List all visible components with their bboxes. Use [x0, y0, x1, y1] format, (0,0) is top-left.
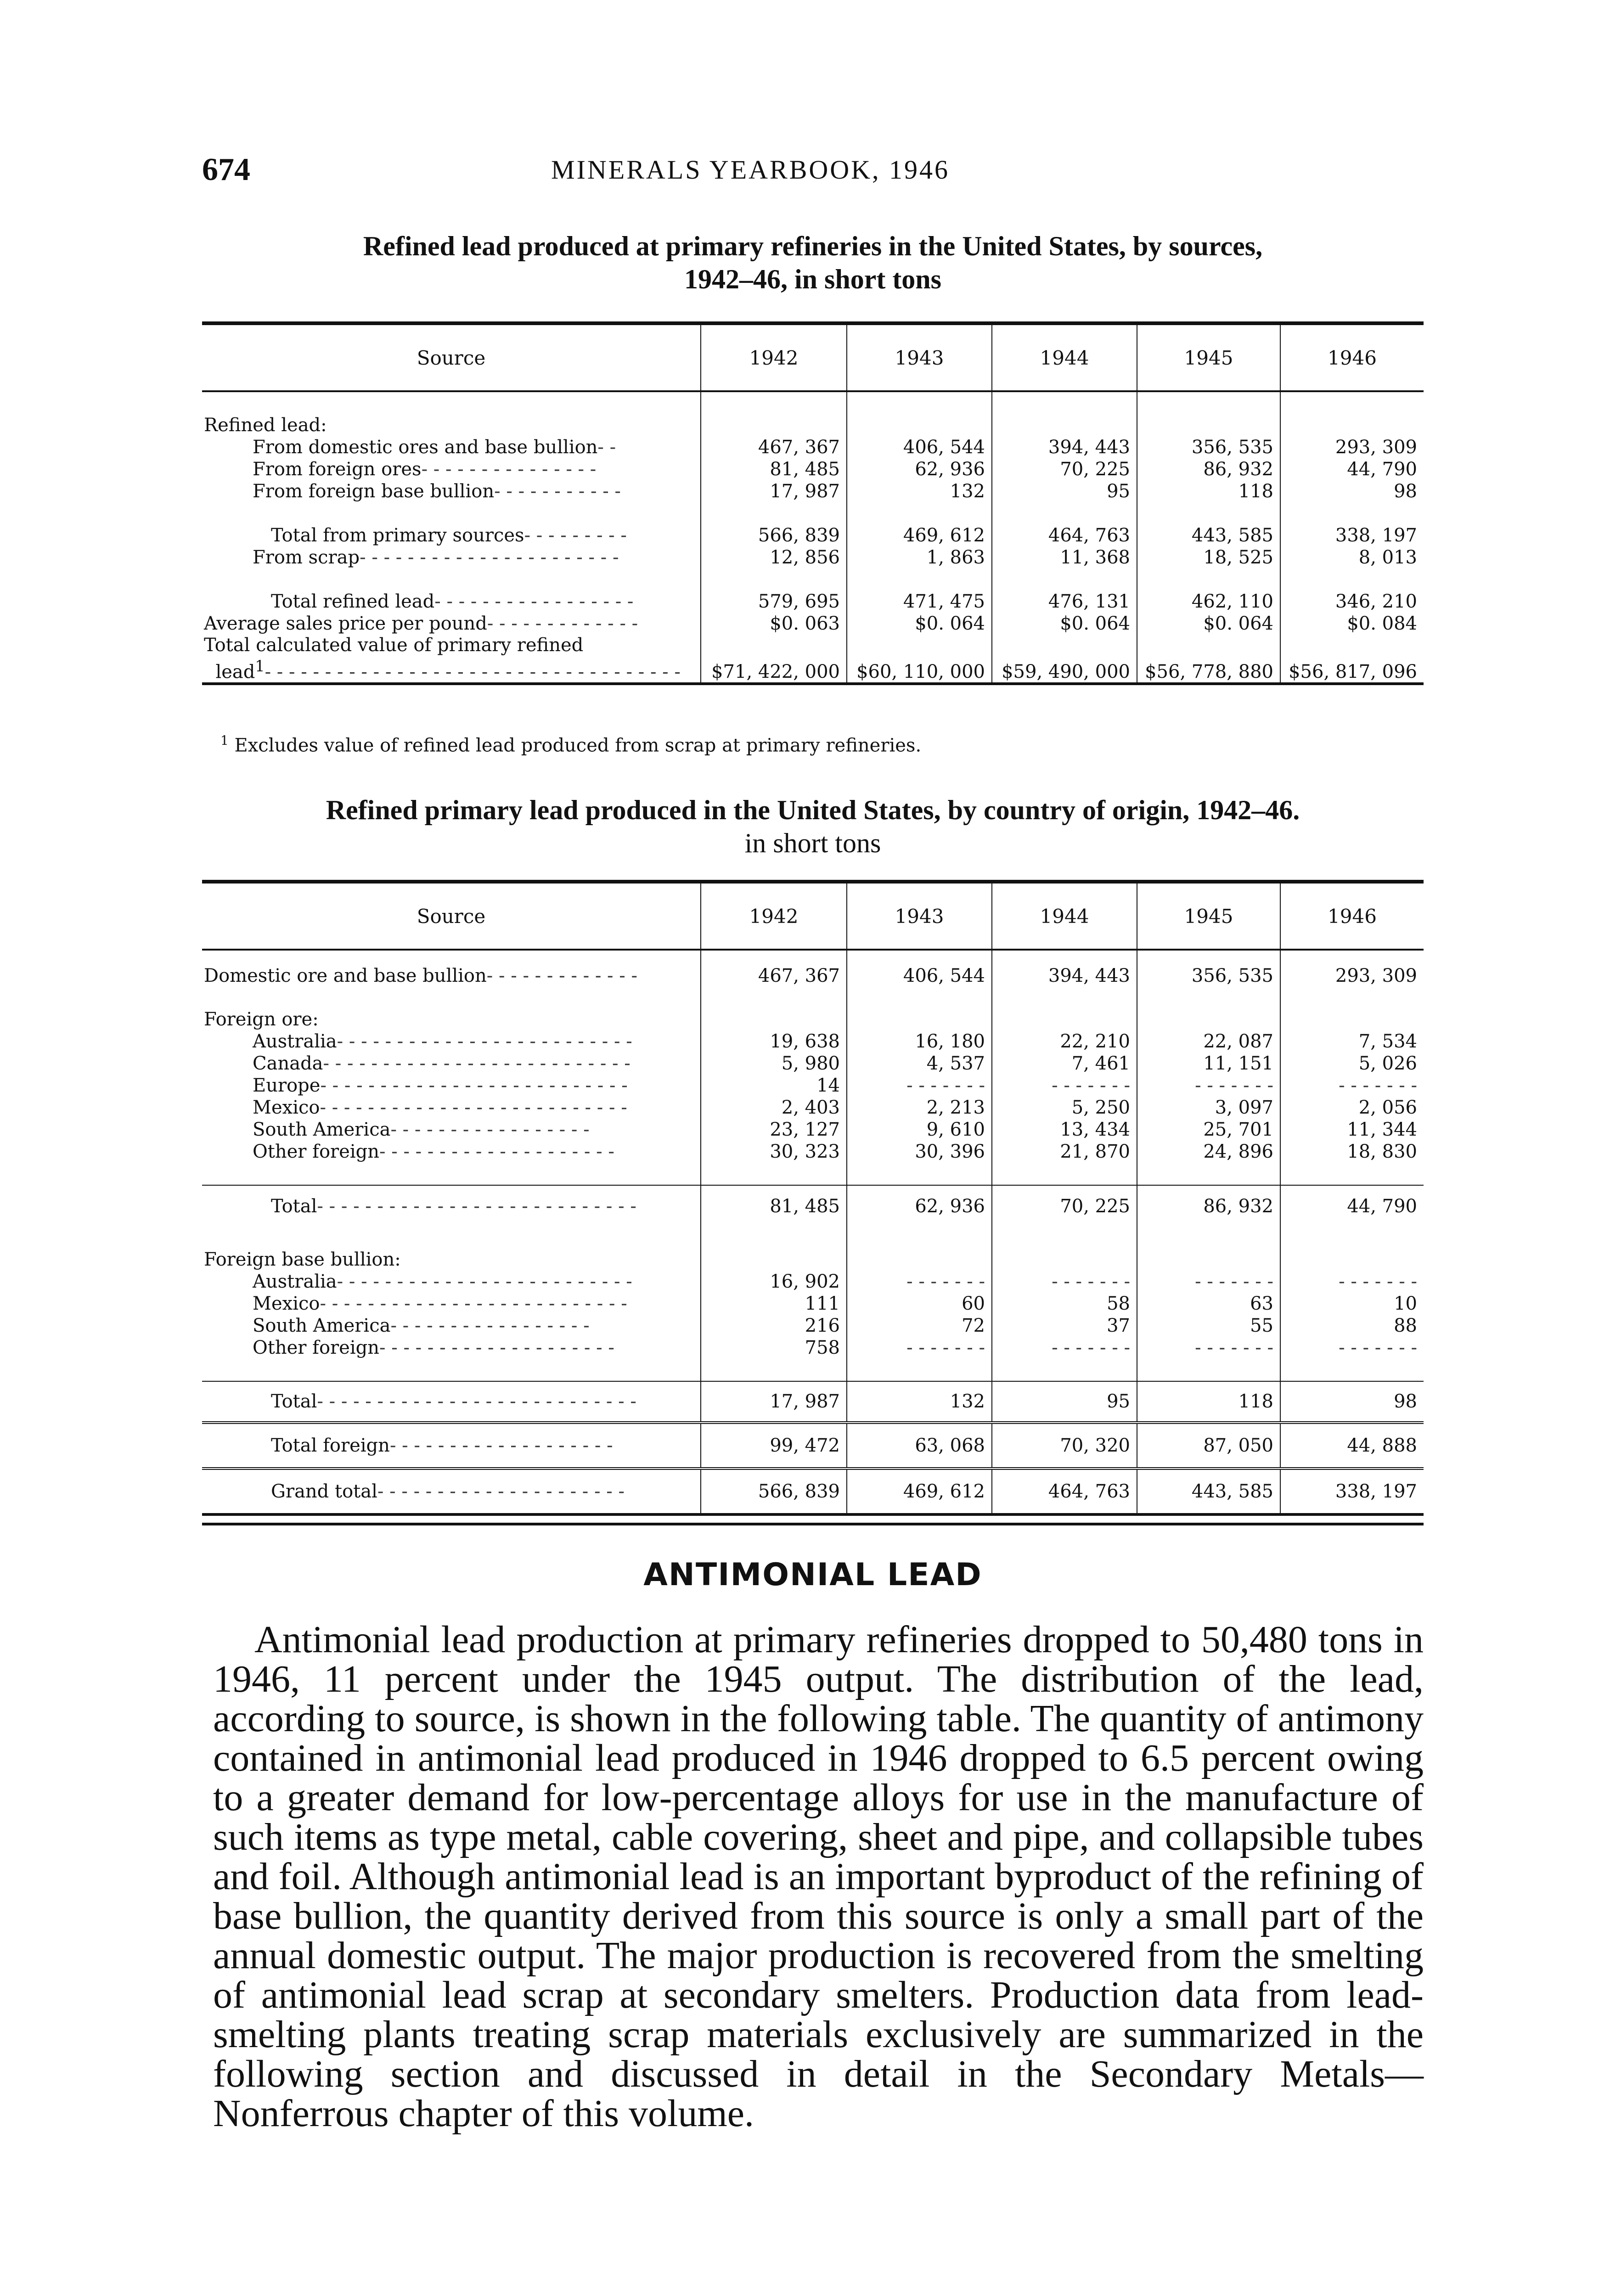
column-header: 1943: [847, 323, 992, 391]
table-cell: 758: [701, 1337, 847, 1359]
table-cell: 5, 026: [1280, 1052, 1424, 1075]
table-cell: 16, 902: [701, 1271, 847, 1293]
row-label: Average sales price per pound- - - - - - - - - - - - -: [204, 613, 638, 634]
table-cell: 406, 544: [847, 436, 992, 458]
table-cell: 566, 839: [701, 524, 847, 546]
row-label: Total from primary sources- - - - - - - - -: [271, 525, 627, 546]
table-cell: 443, 585: [1137, 1469, 1280, 1514]
row-label: From domestic ores and base bullion- -: [253, 437, 616, 458]
table-cell: 81, 485: [701, 1185, 847, 1227]
table-row: [202, 546, 1424, 568]
table-cell: 462, 110: [1137, 591, 1280, 613]
table-row: [202, 1315, 1424, 1337]
table-cell: 132: [847, 1381, 992, 1423]
table-cell: 469, 612: [847, 1469, 992, 1514]
table-cell: $56, 778, 880: [1137, 635, 1280, 684]
table-cell: 338, 197: [1280, 524, 1424, 546]
table-cell: 23, 127: [701, 1119, 847, 1141]
total-row: [202, 591, 1424, 613]
table-row: [202, 1075, 1424, 1097]
table-cell: 58: [992, 1293, 1137, 1315]
column-header: 1945: [1137, 882, 1280, 950]
table-cell: 356, 535: [1137, 950, 1280, 986]
table-cell: 5, 980: [701, 1052, 847, 1075]
table-cell: 86, 932: [1137, 458, 1280, 480]
row-label: Total- - - - - - - - - - - - - - - - - - - - - - - - - - -: [271, 1391, 636, 1412]
table-cell: $71, 422, 000: [701, 635, 847, 684]
table2-title: Refined primary lead produced in the United States, by country of origin, 1942–46. in short tons: [326, 795, 1300, 858]
table-cell: 95: [992, 1381, 1137, 1423]
table-cell: 18, 525: [1137, 546, 1280, 568]
table-cell: 566, 839: [701, 1469, 847, 1514]
table-cell: 4, 537: [847, 1052, 992, 1075]
table-row: [202, 1097, 1424, 1119]
table-cell: 464, 763: [992, 1469, 1137, 1514]
table-cell: 216: [701, 1315, 847, 1337]
refined-lead-sources-table: [202, 321, 1424, 685]
table-cell: 87, 050: [1137, 1423, 1280, 1469]
table-cell: 10: [1280, 1293, 1424, 1315]
table-header-row: [202, 882, 1424, 950]
table-row: [202, 635, 1424, 684]
table-cell: $60, 110, 000: [847, 635, 992, 684]
table-cell: 118: [1137, 1381, 1280, 1423]
section-heading: ANTIMONIAL LEAD: [643, 1557, 982, 1593]
table-cell: 394, 443: [992, 950, 1137, 986]
table-cell: $59, 490, 000: [992, 635, 1137, 684]
table-cell: 86, 932: [1137, 1185, 1280, 1227]
row-label: Canada- - - - - - - - - - - - - - - - - - - - - - - - - -: [253, 1053, 630, 1074]
table-cell: 469, 612: [847, 524, 992, 546]
table-header-row: [202, 323, 1424, 391]
table-cell: 2, 213: [847, 1097, 992, 1119]
section-divider: [202, 1523, 1424, 1525]
row-label: From foreign base bullion- - - - - - - - - - -: [253, 481, 621, 502]
page-number: 674: [202, 152, 250, 187]
table-cell: 63: [1137, 1293, 1280, 1315]
table-cell: 99, 472: [701, 1423, 847, 1469]
row-label: South America- - - - - - - - - - - - - - - - -: [253, 1119, 590, 1140]
column-header: 1944: [992, 323, 1137, 391]
table-cell: 17, 987: [701, 1381, 847, 1423]
subtotal-row: [202, 1185, 1424, 1227]
table-row: [202, 1293, 1424, 1315]
table-cell: 63, 068: [847, 1423, 992, 1469]
table-cell: 70, 225: [992, 1185, 1137, 1227]
row-label: South America- - - - - - - - - - - - - - - - -: [253, 1315, 590, 1336]
table-cell: 25, 701: [1137, 1119, 1280, 1141]
table-cell: 11, 344: [1280, 1119, 1424, 1141]
column-header: 1946: [1280, 323, 1424, 391]
table-cell: 111: [701, 1293, 847, 1315]
table-cell: 44, 790: [1280, 458, 1424, 480]
table-cell: 338, 197: [1280, 1469, 1424, 1514]
table-cell: 72: [847, 1315, 992, 1337]
row-label: Australia- - - - - - - - - - - - - - - - - - - - - - - - -: [253, 1031, 632, 1052]
table-cell: - - - - - - -: [847, 1337, 992, 1359]
row-label: Other foreign- - - - - - - - - - - - - - - - - - - -: [253, 1337, 614, 1358]
table-cell: - - - - - - -: [1137, 1075, 1280, 1097]
table-cell: - - - - - - -: [1137, 1271, 1280, 1293]
table-row: [202, 1119, 1424, 1141]
table-cell: 70, 225: [992, 458, 1137, 480]
column-header: Source: [417, 346, 486, 369]
subtotal-row: [202, 524, 1424, 546]
table-cell: 356, 535: [1137, 436, 1280, 458]
table-cell: 62, 936: [847, 458, 992, 480]
row-label: From scrap- - - - - - - - - - - - - - - - - - - - - -: [253, 547, 619, 568]
row-label: Australia- - - - - - - - - - - - - - - - - - - - - - - - -: [253, 1271, 632, 1292]
table-cell: 37: [992, 1315, 1137, 1337]
table-cell: 11, 368: [992, 546, 1137, 568]
table-cell: 293, 309: [1280, 436, 1424, 458]
table-cell: - - - - - - -: [992, 1337, 1137, 1359]
section-label-row: [202, 1249, 1424, 1271]
row-label: Other foreign- - - - - - - - - - - - - - - - - - - -: [253, 1141, 614, 1162]
table-cell: 88: [1280, 1315, 1424, 1337]
row-label: Foreign base bullion:: [204, 1249, 401, 1270]
table-cell: 18, 830: [1280, 1141, 1424, 1163]
table-cell: 394, 443: [992, 436, 1137, 458]
table-cell: 406, 544: [847, 950, 992, 986]
table-cell: 3, 097: [1137, 1097, 1280, 1119]
column-header: 1943: [847, 882, 992, 950]
table-cell: 55: [1137, 1315, 1280, 1337]
table-cell: 2, 056: [1280, 1097, 1424, 1119]
table-cell: - - - - - - -: [1280, 1075, 1424, 1097]
table-cell: 98: [1280, 480, 1424, 502]
table-cell: 22, 087: [1137, 1030, 1280, 1052]
subtotal-row: [202, 1381, 1424, 1423]
table-cell: 44, 790: [1280, 1185, 1424, 1227]
footnote: $^1$ Excludes value of refined lead produced from scrap at primary refineries.: [220, 733, 922, 756]
row-label: Total calculated value of primary refined lead$^1$- - - - - - - - - - - - - - - - - - - - - - - - - - - - - - - - - - -: [202, 635, 701, 684]
table-cell: 44, 888: [1280, 1423, 1424, 1469]
table-cell: 24, 896: [1137, 1141, 1280, 1163]
table-cell: - - - - - - -: [992, 1075, 1137, 1097]
table-cell: 30, 323: [701, 1141, 847, 1163]
table-row: [202, 1271, 1424, 1293]
table-row: [202, 613, 1424, 635]
table-cell: 17, 987: [701, 480, 847, 502]
table-cell: - - - - - - -: [847, 1271, 992, 1293]
table-cell: 19, 638: [701, 1030, 847, 1052]
row-label: Mexico- - - - - - - - - - - - - - - - - - - - - - - - - -: [253, 1097, 627, 1118]
lead-country-origin-table: [202, 880, 1424, 1516]
column-header: 1944: [992, 882, 1137, 950]
column-header: 1942: [701, 882, 847, 950]
table-cell: 13, 434: [992, 1119, 1137, 1141]
table-cell: - - - - - - -: [992, 1271, 1137, 1293]
page-header: [202, 152, 1424, 188]
table-cell: 471, 475: [847, 591, 992, 613]
table-row: [202, 1337, 1424, 1359]
section-label-row: [202, 1008, 1424, 1030]
table-cell: 467, 367: [701, 950, 847, 986]
table-cell: 21, 870: [992, 1141, 1137, 1163]
section-label-row: [202, 414, 1424, 436]
table-cell: 293, 309: [1280, 950, 1424, 986]
row-label: Domestic ore and base bullion- - - - - - - - - - - - -: [204, 965, 638, 986]
table-cell: $0. 064: [847, 613, 992, 635]
table-cell: 60: [847, 1293, 992, 1315]
table-cell: - - - - - - -: [847, 1075, 992, 1097]
table-row: [202, 1141, 1424, 1163]
table-cell: - - - - - - -: [1280, 1271, 1424, 1293]
table-cell: 95: [992, 480, 1137, 502]
table-cell: $0. 064: [1137, 613, 1280, 635]
row-label: Europe- - - - - - - - - - - - - - - - - - - - - - - - - -: [253, 1075, 628, 1096]
row-label: Total refined lead- - - - - - - - - - - - - - - - -: [271, 591, 634, 612]
table-cell: 2, 403: [701, 1097, 847, 1119]
column-header: 1946: [1280, 882, 1424, 950]
running-head: MINERALS YEARBOOK, 1946: [551, 155, 950, 185]
table-cell: 98: [1280, 1381, 1424, 1423]
table-cell: 579, 695: [701, 591, 847, 613]
table-cell: 8, 013: [1280, 546, 1424, 568]
table-cell: 464, 763: [992, 524, 1137, 546]
row-label: Refined lead:: [204, 415, 327, 436]
table-cell: 476, 131: [992, 591, 1137, 613]
table-row: [202, 1052, 1424, 1075]
table-row: [202, 1030, 1424, 1052]
row-label: Total foreign- - - - - - - - - - - - - - - - - - -: [202, 1423, 701, 1469]
table-cell: 443, 585: [1137, 524, 1280, 546]
row-label: Mexico- - - - - - - - - - - - - - - - - - - - - - - - - -: [253, 1293, 627, 1314]
table-cell: 467, 367: [701, 436, 847, 458]
row-label: From foreign ores- - - - - - - - - - - - - - -: [253, 459, 597, 480]
column-header: 1945: [1137, 323, 1280, 391]
table-cell: 9, 610: [847, 1119, 992, 1141]
table1-title: Refined lead produced at primary refineries in the United States, by sources, 1942–46, in short tons: [363, 231, 1263, 294]
table-cell: $0. 084: [1280, 613, 1424, 635]
table-cell: - - - - - - -: [1137, 1337, 1280, 1359]
column-header: Source: [417, 905, 486, 928]
total-foreign-row: [202, 1423, 1424, 1469]
row-label: Total- - - - - - - - - - - - - - - - - - - - - - - - - - -: [271, 1195, 636, 1217]
table-cell: 118: [1137, 480, 1280, 502]
table-row: [202, 458, 1424, 480]
table-cell: $0. 064: [992, 613, 1137, 635]
table-cell: $56, 817, 096: [1280, 635, 1424, 684]
table-cell: - - - - - - -: [1280, 1337, 1424, 1359]
table-cell: 12, 856: [701, 546, 847, 568]
row-label: Grand total- - - - - - - - - - - - - - - - - - - - -: [202, 1469, 701, 1514]
table-row: [202, 950, 1424, 986]
table-cell: 14: [701, 1075, 847, 1097]
table-cell: 81, 485: [701, 458, 847, 480]
table-cell: 1, 863: [847, 546, 992, 568]
table-cell: 22, 210: [992, 1030, 1137, 1052]
column-header: 1942: [701, 323, 847, 391]
grand-total-row: [202, 1469, 1424, 1514]
table-row: [202, 436, 1424, 458]
table-cell: 132: [847, 480, 992, 502]
table-row: [202, 480, 1424, 502]
table-cell: 30, 396: [847, 1141, 992, 1163]
body-paragraph: Antimonial lead production at primary refineries dropped to 50,480 tons in 1946, 11 percent under the 1945 output. The distribution of the lead, according to source, is shown in the following table. The quantity of antimony contained in antimonial lead produced in 1946 dropped to 6.5 percent owing to a greater demand for low-percentage alloys for use in the manufacture of such items as type metal, cable covering, sheet and pipe, and collapsible tubes and foil. Although antimonial lead is an important byproduct of the refining of base bullion, the quantity derived from this source is only a small part of the annual domestic output. The major production is recovered from the smelting of antimonial lead scrap at secondary smelters. Production data from lead-smelting plants treating scrap materials exclusively are summarized in the following section and discussed in detail in the Secondary Metals—Nonferrous chapter of this volume.: [213, 1618, 1424, 2135]
table-cell: 7, 534: [1280, 1030, 1424, 1052]
table-cell: 7, 461: [992, 1052, 1137, 1075]
row-label: Foreign ore:: [204, 1009, 319, 1030]
table-cell: 346, 210: [1280, 591, 1424, 613]
table-cell: 62, 936: [847, 1185, 992, 1227]
table-cell: 16, 180: [847, 1030, 992, 1052]
table-cell: 5, 250: [992, 1097, 1137, 1119]
table-cell: 11, 151: [1137, 1052, 1280, 1075]
table-cell: $0. 063: [701, 613, 847, 635]
table-cell: 70, 320: [992, 1423, 1137, 1469]
